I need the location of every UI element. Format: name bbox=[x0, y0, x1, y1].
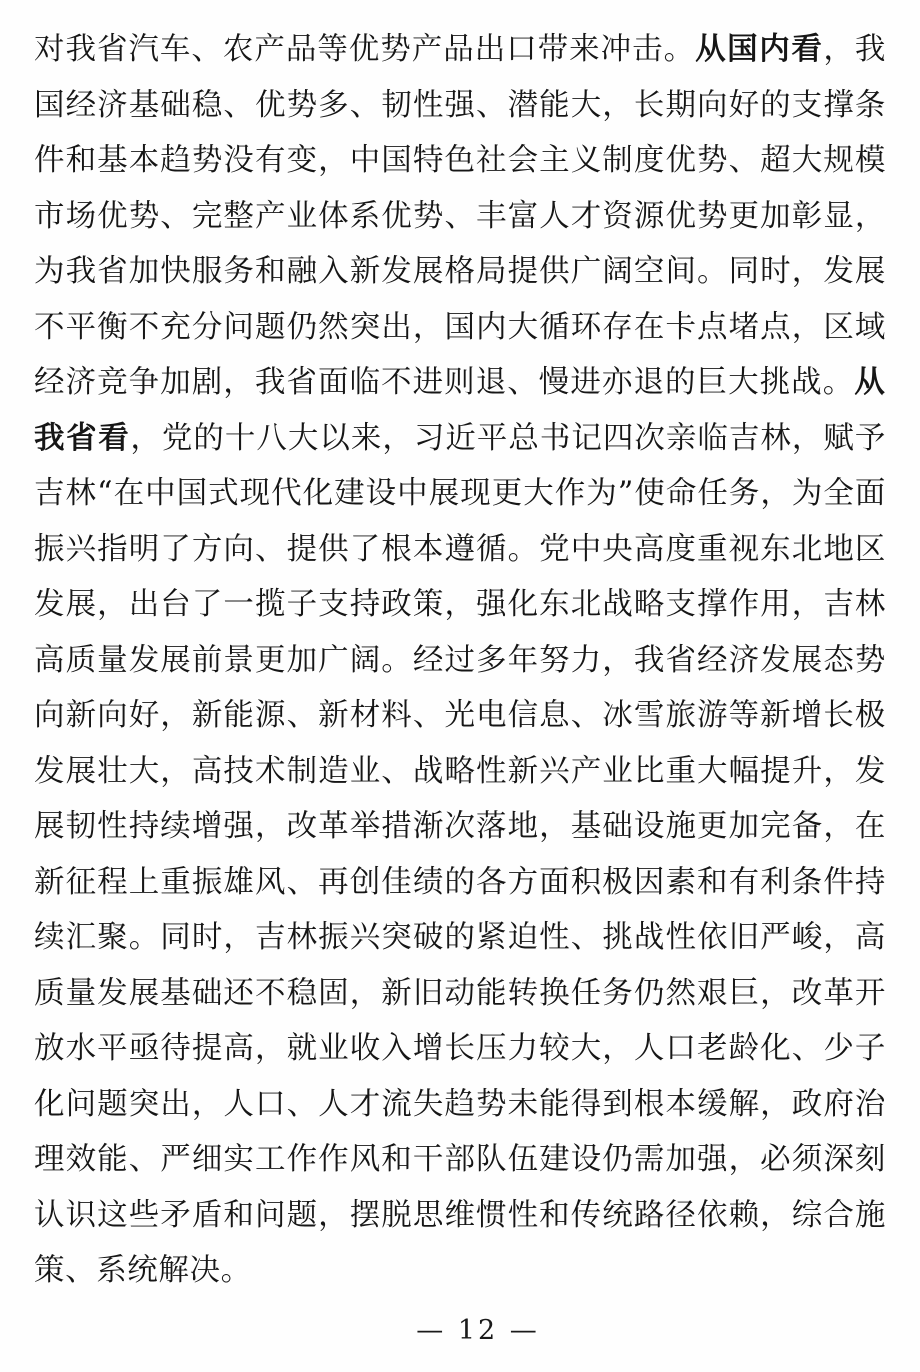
page-body bbox=[34, 22, 886, 1299]
page-footer bbox=[0, 1315, 920, 1346]
text-run: ，党的十八大以来，习近平总书记四次亲临吉林，赋予吉林“在中国式现代化建设中展现更大作为”使命任务，为全面振兴指明了方向、提供了根本遵循。党中央高度重视东北地区发展，出台了一揽子支持政策，强化东北战略支撑作用，吉林高质量发展前景更加广阔。经过多年努力，我省经济发展态势向新向好，新能源、新材料、光电信息、冰雪旅游等新增长极发展壮大，高技术制造业、战略性新兴产业比重大幅提升，发展韧性持续增强，改革举措渐次落地，基础设施更加完备，在新征程上重振雄风、再创佳绩的各方面积极因素和有利条件持续汇聚。同时，吉林振兴突破的紧迫性、挑战性依旧严峻，高质量发展基础还不稳固，新旧动能转换任务仍然艰巨，改革开放水平亟待提高，就业收入增长压力较大，人口老龄化、少子化问题突出，人口、人才流失趋势未能得到根本缓解，政府治理效能、严细实工作作风和干部队伍建设仍需加强，必须深刻认识这些矛盾和问题，摆脱思维惯性和传统路径依赖，综合施策、系统解决。 bbox=[34, 420, 886, 1288]
emphasis-run: 从国内看 bbox=[695, 31, 824, 67]
page-number: — 12 — bbox=[416, 1315, 540, 1346]
paragraph bbox=[34, 22, 886, 1299]
text-run: 对我省汽车、农产品等优势产品出口带来冲击。 bbox=[34, 32, 696, 67]
text-run: ，我国经济基础稳、优势多、韧性强、潜能大，长期向好的支撑条件和基本趋势没有变，中国特色社会主义制度优势、超大规模市场优势、完整产业体系优势、丰富人才资源优势更加彰显，为我省加快服务和融入新发展格局提供广阔空间。同时，发展不平衡不充分问题仍然突出，国内大循环存在卡点堵点，区域经济竞争加剧，我省面临不进则退、慢进亦退的巨大挑战。 bbox=[34, 32, 886, 400]
emphasis-run: 从我省看 bbox=[34, 364, 886, 456]
